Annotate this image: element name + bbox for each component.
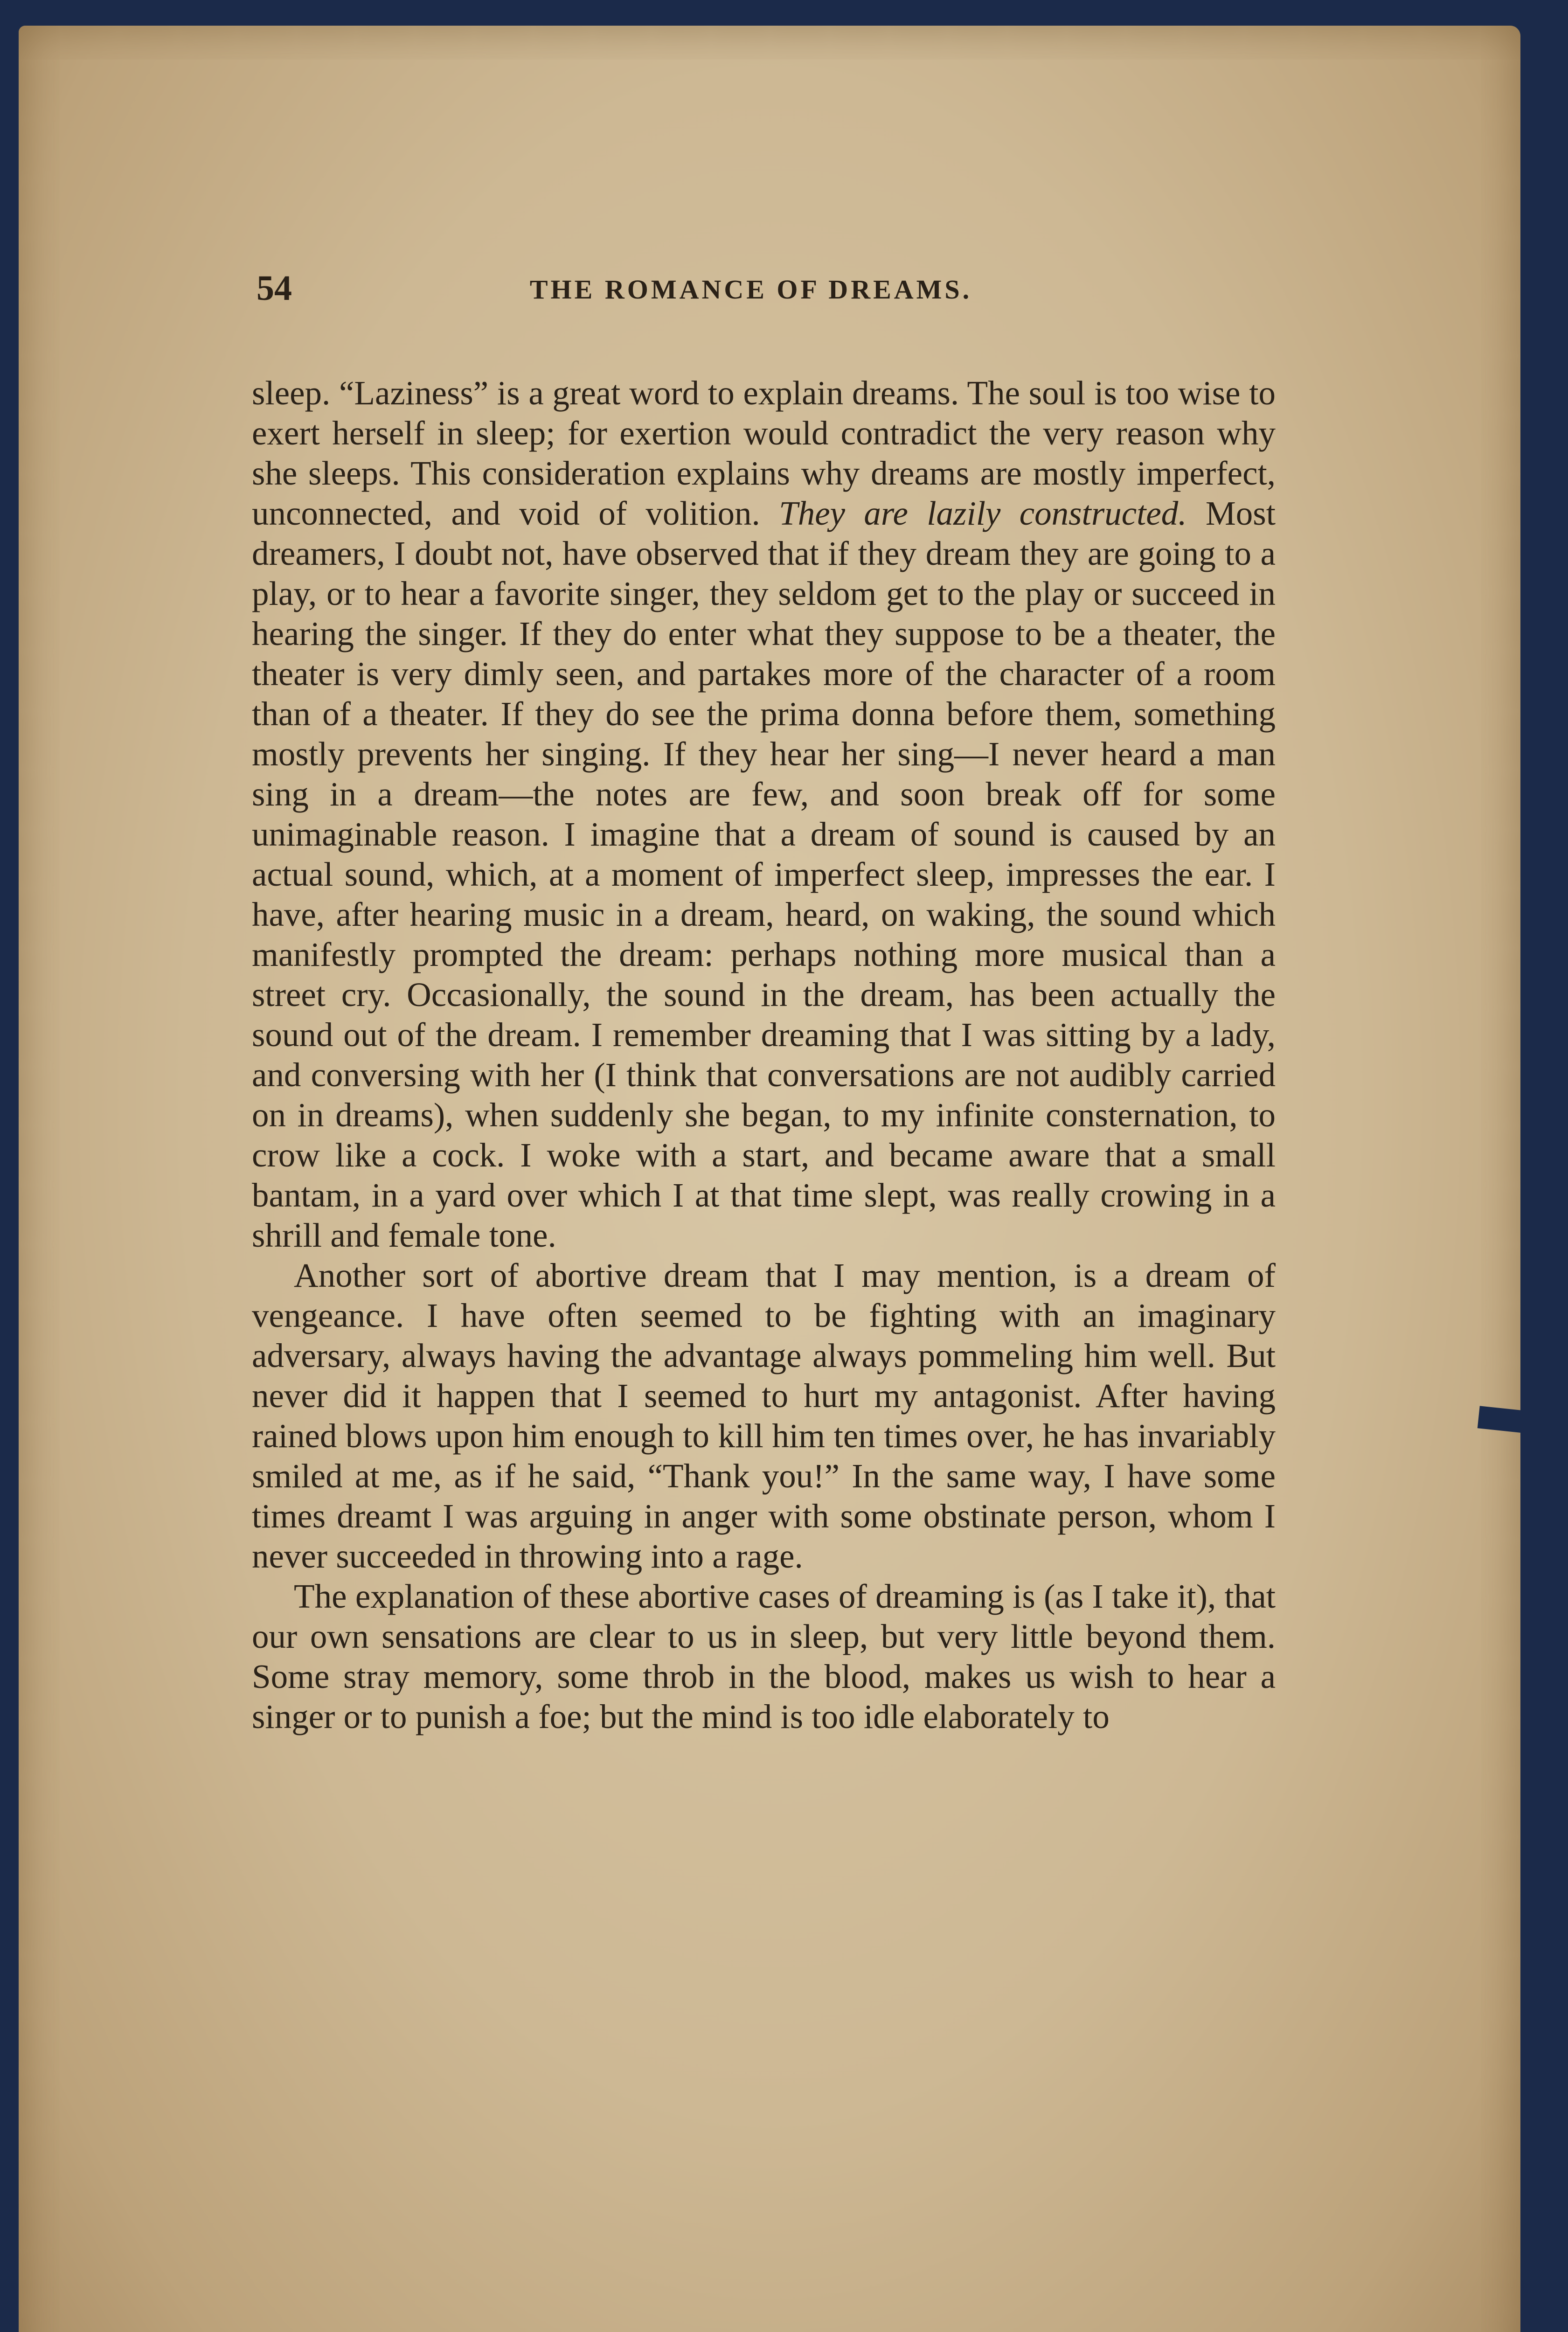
paragraph-1: sleep. “Laziness” is a great word to explain dreams. The soul is too wise to exert herself in sleep; for exertion would contradict the very reason why she sleeps. This consideration explains why dreams are mostly imperfect, unconnected, and void of volition. They are lazily constructed. Most dreamers, I doubt not, have observed that if they dream they are going to a play, or to hear a favorite singer, they seldom get to the play or succeed in hearing the singer. If they do enter what they suppose to be a theater, the theater is very dimly seen, and partakes more of the character of a room than of a theater. If they do see the prima donna before them, something mostly prevents her singing. If they hear her sing—I never heard a man sing in a dream—the notes are few, and soon break off for some unimaginable reason. I imagine that a dream of sound is caused by an actual sound, which, at a moment of imperfect sleep, impresses the ear. I have, after hearing music in a dream, heard, on waking, the sound which manifestly prompted the dream: perhaps nothing more musical than a street cry. Occasionally, the sound in the dream, has been actually the sound out of the dream. I remember dreaming that I was sitting by a lady, and conversing with her (I think that conversations are not audibly carried on in dreams), when suddenly she began, to my infinite consternation, to crow like a cock. I woke with a start, and became aware that a small bantam, in a yard over which I at that time slept, was really crowing in a shrill and female tone. xyxy=(252,374,1276,1254)
emphasis-text: They are lazily constructed. xyxy=(779,494,1187,532)
page-number: 54 xyxy=(257,269,292,308)
running-title: THE ROMANCE OF DREAMS. xyxy=(529,274,972,305)
paragraph-3: The explanation of these abortive cases of dreaming is (as I take it), that our own sensations are clear to us in sleep, but very little beyond them. Some stray memory, some throb in the blood, makes us wish to hear a singer or to punish a foe; but the mind is too idle elaborately to xyxy=(252,1577,1276,1735)
page-header xyxy=(231,259,1271,310)
paragraph-2: Another sort of abortive dream that I may mention, is a dream of vengeance. I have often seemed to be fighting with an imaginary adversary, always having the advantage always pommeling him well. But never did it happen that I seemed to hurt my antagonist. After having rained blows upon him enough to kill him ten times over, he has invariably smiled at me, as if he said, “Thank you!” In the same way, I have some times dreamt I was arguing in anger with some obstinate person, whom I never succeeded in throwing into a rage. xyxy=(252,1256,1276,1575)
body-text xyxy=(252,373,1276,1737)
